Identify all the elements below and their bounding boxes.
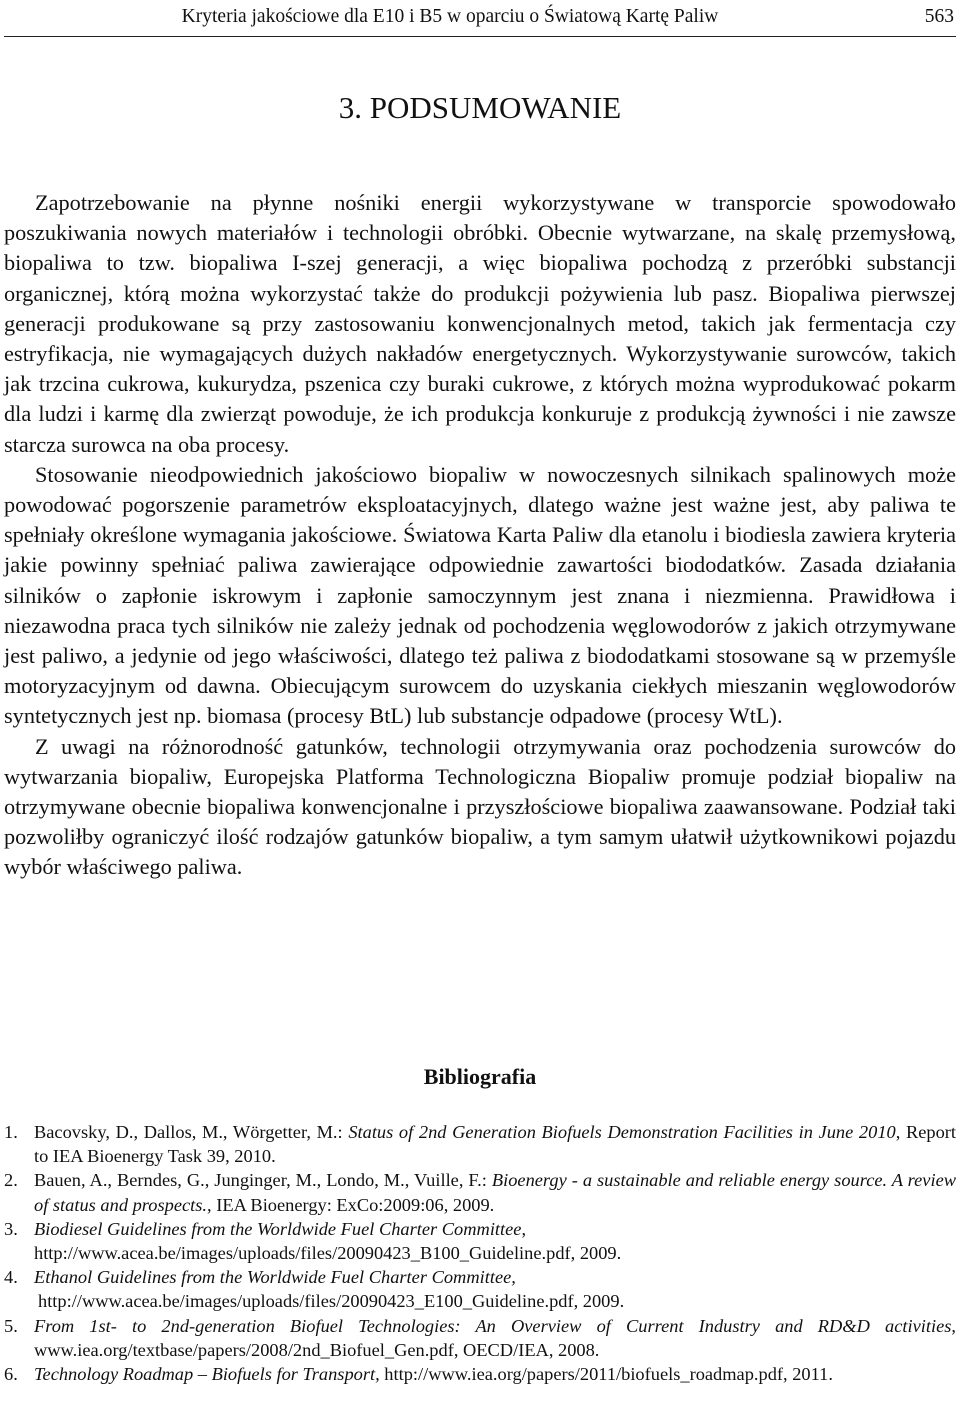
bibliography-number: 4. [4,1267,18,1288]
bibliography-work-title: Technology Roadmap – Biofuels for Transport, [34,1364,380,1385]
bibliography-number: 1. [4,1122,18,1142]
bibliography-item [4,1362,956,1386]
bibliography-authors: Bacovsky, D., Dallos, M., Wörgetter, M.: [34,1122,349,1142]
running-header [4,0,956,37]
bibliography-number: 6. [4,1364,18,1385]
bibliography-url[interactable]: http://www.acea.be/images/uploads/files/20090423_E100_Guideline.pdf, 2009. [38,1291,625,1312]
bibliography-item [4,1120,956,1168]
bibliography-details: , www.iea.org/textbase/papers/2008/2nd_Biofuel_Gen.pdf, OECD/IEA, 2008. [34,1315,956,1360]
section-title: 3. PODSUMOWANIE [338,90,622,125]
bibliography-list [4,1120,956,1386]
bibliography-number: 5. [4,1315,18,1336]
bibliography-details: , Report to IEA Bioenergy Task 39, 2010. [34,1122,957,1167]
bibliography-url[interactable]: http://www.acea.be/images/uploads/files/20090423_B100_Guideline.pdf, 2009. [34,1243,622,1264]
bibliography-authors: Bauen, A., Berndes, G., Junginger, M., Londo, M., Vuille, F.: [34,1170,492,1191]
document-page [4,0,956,1419]
bibliography-work-title: Biodiesel Guidelines from the Worldwide Fuel Charter Committee [34,1218,522,1239]
bibliography-title: Bibliografia [423,1064,537,1089]
bibliography-number: 3. [4,1218,18,1239]
bibliography-work-title: Bioenergy - a sustainable and reliable energy source. A review of status and prospects. [34,1170,956,1215]
bibliography-item [4,1265,956,1313]
summary-body [4,188,956,883]
running-title: Kryteria jakościowe dla E10 i B5 w oparciu o Światową Kartę Paliw [181,6,719,27]
bibliography-details: http://www.iea.org/papers/2011/biofuels_roadmap.pdf, 2011. [379,1364,833,1385]
bibliography-work-title: Ethanol Guidelines from the Worldwide Fuel Charter Committee, [34,1267,516,1288]
bibliography-details: , [521,1218,527,1239]
bibliography-item [4,1314,956,1362]
bibliography-number: 2. [4,1170,18,1191]
paragraph: Zapotrzebowanie na płynne nośniki energii wykorzystywane w transporcie spowodowało poszukiwania nowych materiałów i technologii obróbki. Obecnie wytwarzane, na skalę przemysłową, biopaliwa to tzw. biopaliwa I-szej generacji, a więc biopaliwa pochodzą z przeróbki substancji organicznej, którą można wykorzystać także do produkcji pożywienia lub pasz. Biopaliwa pierwszej generacji produkowane są przy zastosowaniu konwencjonalnych metod, takich jak fermentacja czy estryfikacja, nie wymagających dużych nakładów energetycznych. Wykorzystywanie surowców, takich jak trzcina cukrowa, kukurydza, pszenica czy buraki cukrowe, z których można wyprodukować pokarm dla ludzi i karmę dla zwierząt powoduje, że ich produkcja konkuruje z produkcją żywności i nie zawsze starcza surowca na oba procesy. [4,190,956,457]
bibliography-item [4,1168,956,1216]
bibliography-details: , IEA Bioenergy: ExCo:2009:06, 2009. [207,1194,495,1215]
paragraph: Z uwagi na różnorodność gatunków, technologii otrzymywania oraz pochodzenia surowców do wytwarzania biopaliw, Europejska Platforma Technologiczna Biopaliw promuje podział biopaliw na otrzymywane obecnie biopaliwa konwencjonalne i przyszłościowe biopaliwa zaawansowane. Podział taki pozwoliłby ograniczyć ilość rodzajów gatunków biopaliw, a tym samym ułatwił użytkownikowi pojazdu wybór właściwego paliwa. [4,733,956,880]
bibliography-item [4,1217,956,1265]
bibliography-work-title: From 1st- to 2nd-generation Biofuel Technologies: An Overview of Current Industry and RD&D activities [34,1315,952,1336]
paragraph: Stosowanie nieodpowiednich jakościowo biopaliw w nowoczesnych silnikach spalinowych może powodować pogorszenie parametrów eksploatacyjnych, dlatego ważne jest ważne jest, aby paliwa te spełniały określone wymagania jakościowe. Światowa Karta Paliw dla etanolu i biodiesla zawiera kryteria jakie powinny spełniać paliwa zawierające odpowiednie zawartości biododatków. Zasada działania silników o zapłonie iskrowym i zapłonie samoczynnym jest znana i niezmienna. Prawidłowa i niezawodna praca tych silników nie zależy jednak od pochodzenia węglowodorów z jakich otrzymywane jest paliwo, a jedynie od jego właściwości, dlatego też paliwa z biododatkami stosowane są w przemyśle motoryzacyjnym od dawna. Obiecującym surowcem do uzyskania ciekłych mieszanin węglowodorów syntetycznych jest np. biomasa (procesy BtL) lub substancje odpadowe (procesy WtL). [4,461,956,729]
bibliography-work-title: Status of 2nd Generation Biofuels Demonstration Facilities in June 2010 [348,1122,896,1142]
page-number: 563 [924,6,954,27]
